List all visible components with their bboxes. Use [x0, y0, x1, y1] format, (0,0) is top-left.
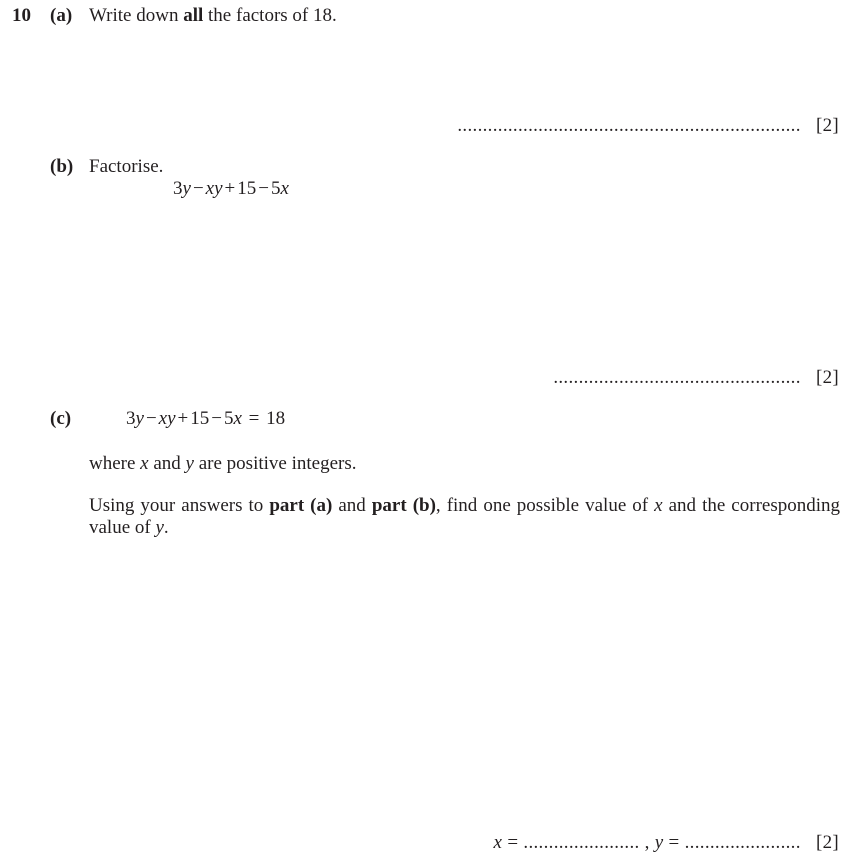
instr-p5: . [163, 516, 169, 538]
part-a-text-before: Write down [89, 5, 184, 26]
condition-word-2: and [148, 453, 186, 474]
part-a-answer-line[interactable] [457, 116, 839, 135]
expr-op-2: + [224, 178, 236, 199]
instr-p2: and [332, 495, 372, 516]
eq-op-2: + [177, 408, 189, 429]
expr-term-1: 3 [173, 178, 183, 199]
answer-y-field[interactable]: ....................... [684, 832, 801, 853]
instr-p4: and the corresponding value of [89, 495, 841, 538]
part-c-instruction [89, 495, 840, 539]
part-b-marks: [2] [815, 367, 839, 388]
part-b-expression [173, 179, 289, 198]
eq-term-3: 15 [190, 408, 210, 429]
part-a-label: (a) [50, 5, 73, 26]
expr-var-4: x [280, 178, 289, 199]
condition-x: x [140, 453, 149, 474]
eq-equals: = [248, 408, 260, 429]
condition-y: y [185, 453, 194, 474]
eq-var-2: xy [158, 408, 176, 429]
eq-term-1: 3 [126, 408, 136, 429]
eq-var-1: y [135, 408, 144, 429]
part-c-label: (c) [50, 408, 72, 429]
eq-var-4: x [233, 408, 242, 429]
question-number: 10 [12, 5, 31, 26]
part-c-equation [126, 409, 285, 428]
part-b-label: (b) [50, 156, 74, 177]
part-a-question [89, 6, 337, 25]
part-c-condition [89, 454, 357, 473]
instr-part-a-ref: part (a) [269, 495, 333, 516]
eq-op-1: − [145, 408, 157, 429]
answer-separator: , [644, 832, 650, 853]
part-c-marks: [2] [815, 832, 839, 853]
instr-part-b-ref: part (b) [371, 495, 436, 516]
condition-word-3: are positive integers. [193, 453, 357, 474]
instr-p3: , find one possible value of [435, 495, 655, 516]
answer-x-field[interactable]: ....................... [523, 832, 640, 853]
expr-term-4: 5 [270, 178, 281, 199]
expr-op-3: − [258, 178, 269, 199]
part-a-answer-dots[interactable]: .................................................................... [457, 115, 801, 136]
answer-y-equals: = [668, 832, 680, 853]
part-a-text-bold: all [183, 5, 204, 26]
answer-y-label: y [654, 832, 664, 853]
expr-term-3: 15 [237, 178, 257, 199]
part-c-answer-line [494, 833, 839, 852]
expr-op-1: − [192, 178, 204, 199]
part-b-answer-line[interactable] [553, 368, 839, 387]
eq-term-4: 5 [223, 408, 234, 429]
answer-x-label: x [493, 832, 503, 853]
instr-x: x [654, 495, 663, 516]
part-b-answer-dots[interactable]: ................................................. [553, 367, 801, 388]
part-a-marks: [2] [815, 115, 839, 136]
expr-var-2: xy [205, 178, 223, 199]
eq-op-3: − [211, 408, 222, 429]
instr-p1: Using your answers to [89, 495, 270, 516]
part-b-instruction: Factorise. [89, 156, 164, 177]
eq-rhs: 18 [266, 408, 286, 429]
expr-var-1: y [182, 178, 191, 199]
condition-word-1: where [89, 453, 141, 474]
instr-y: y [155, 516, 164, 538]
answer-x-equals: = [507, 832, 519, 853]
part-a-text-after: the factors of 18. [203, 5, 337, 26]
